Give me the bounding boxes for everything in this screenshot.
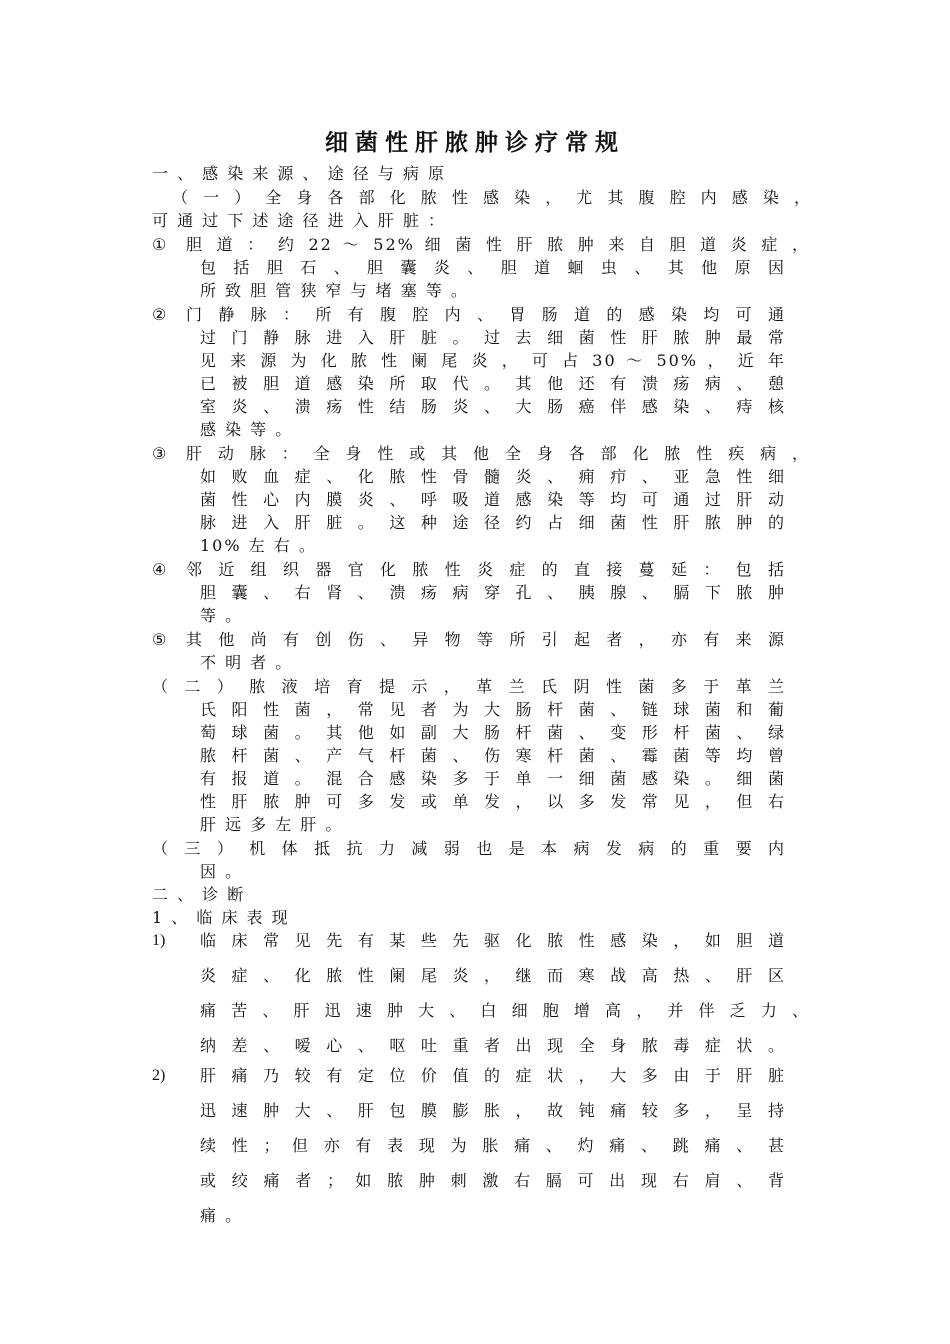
list-marker: ④ (152, 560, 167, 579)
paragraph-line: 可 通 过 下 述 途 径 进 入 肝 脏 ： (152, 211, 446, 230)
paragraph-line: 不 明 者 。 (200, 653, 294, 672)
list-marker: ③ (152, 444, 167, 463)
paragraph-line: 萄 球 菌 。 其 他 如 副 大 肠 杆 菌 、 变 形 杆 菌 、 绿 (200, 723, 786, 742)
paragraph-line: 所 致 胆 管 狭 窄 与 堵 塞 等 。 (200, 281, 469, 300)
paragraph-line: 肝 远 多 左 肝 。 (200, 815, 344, 834)
paragraph-line: 脓 杆 菌 、 产 气 杆 菌 、 伤 寒 杆 菌 、 霉 菌 等 均 曾 (200, 746, 786, 765)
paragraph-line: 或 绞 痛 者 ； 如 脓 肿 刺 激 右 膈 可 出 现 右 肩 、 背 (200, 1171, 786, 1190)
paragraph-line: 门 静 脉 ： 所 有 腹 腔 内 、 胃 肠 道 的 感 染 均 可 通 (186, 305, 786, 324)
paragraph-line: 纳 差 、 嗳 心 、 呕 吐 重 者 出 现 全 身 脓 毒 症 状 。 (200, 1036, 786, 1055)
paragraph-line: 性 肝 脓 肿 可 多 发 或 单 发 ， 以 多 发 常 见 ， 但 右 (200, 792, 786, 811)
paragraph-line: 脉 进 入 肝 脏 。 这 种 途 径 约 占 细 菌 性 肝 脓 肿 的 (200, 513, 786, 532)
paragraph-line: 已 被 胆 道 感 染 所 取 代 。 其 他 还 有 溃 疡 病 、 憩 (200, 374, 786, 393)
list-marker: 2) (152, 1067, 166, 1084)
list-marker: ② (152, 305, 167, 324)
paragraph-line: 胆 道 ： 约 22 ～ 52% 细 菌 性 肝 脓 肿 来 自 胆 道 炎 症 ， (186, 235, 810, 254)
paragraph-line: 室 炎 、 溃 疡 性 结 肠 炎 、 大 肠 癌 伴 感 染 、 痔 核 (200, 397, 786, 416)
paragraph-line: （ 一 ） 全 身 各 部 化 脓 性 感 染 ， 尤 其 腹 腔 内 感 染 ， (172, 188, 812, 207)
paragraph-line: 等 。 (200, 606, 244, 625)
paragraph-line: 菌 性 心 内 膜 炎 、 呼 吸 道 感 染 等 均 可 通 过 肝 动 (200, 490, 786, 509)
paragraph-line: 临 床 常 见 先 有 某 些 先 驱 化 脓 性 感 染 ， 如 胆 道 (200, 931, 786, 950)
paragraph-line: 胆 囊 、 右 肾 、 溃 疡 病 穿 孔 、 胰 腺 、 膈 下 脓 肿 (200, 583, 786, 602)
paragraph-line: 迅 速 肿 大 、 肝 包 膜 膨 胀 ， 故 钝 痛 较 多 ， 呈 持 (200, 1101, 786, 1120)
paragraph-line: （ 三 ） 机 体 抵 抗 力 减 弱 也 是 本 病 发 病 的 重 要 内 (152, 839, 786, 858)
section-heading: 二 、 诊 断 (152, 885, 246, 904)
paragraph-line: 氏 阳 性 菌 ， 常 见 者 为 大 肠 杆 菌 、 链 球 菌 和 葡 (200, 700, 786, 719)
paragraph-line: 感 染 等 。 (200, 420, 294, 439)
paragraph-line: 如 败 血 症 、 化 脓 性 骨 髓 炎 、 痈 疖 、 亚 急 性 细 (200, 467, 786, 486)
paragraph-line: 邻 近 组 织 器 官 化 脓 性 炎 症 的 直 接 蔓 延 ： 包 括 (186, 560, 786, 579)
list-marker: 1) (152, 932, 166, 949)
paragraph-line: 10% 左 右 。 (200, 536, 317, 555)
section-heading: 一 、 感 染 来 源 、 途 径 与 病 原 (152, 164, 446, 183)
paragraph-line: 续 性 ； 但 亦 有 表 现 为 胀 痛 、 灼 痛 、 跳 痛 、 甚 (200, 1136, 786, 1155)
paragraph-line: （ 二 ） 脓 液 培 育 提 示 ， 革 兰 氏 阴 性 菌 多 于 革 兰 (152, 677, 786, 696)
paragraph-line: 肝 动 脉 ： 全 身 性 或 其 他 全 身 各 部 化 脓 性 疾 病 ， (186, 444, 810, 463)
paragraph-line: 因 。 (200, 862, 244, 881)
paragraph-line: 见 来 源 为 化 脓 性 阑 尾 炎 ， 可 占 30 ～ 50% ， 近 年 (200, 351, 786, 370)
list-marker: ⑤ (152, 630, 167, 649)
paragraph-line: 包 括 胆 石 、 胆 囊 炎 、 胆 道 蛔 虫 、 其 他 原 因 (200, 258, 786, 277)
paragraph-line: 其 他 尚 有 创 伤 、 异 物 等 所 引 起 者 ， 亦 有 来 源 (186, 630, 786, 649)
paragraph-line: 痛 。 (200, 1206, 244, 1225)
subsection-heading: 1 、 临 床 表 现 (152, 908, 290, 927)
page-title: 细菌性肝脓肿诊疗常规 (325, 130, 625, 156)
paragraph-line: 痛 苦 、 肝 迅 速 肿 大 、 白 细 胞 增 高 ， 并 伴 乏 力 、 (200, 1001, 810, 1020)
paragraph-line: 肝 痛 乃 较 有 定 位 价 值 的 症 状 ， 大 多 由 于 肝 脏 (200, 1066, 786, 1085)
paragraph-line: 炎 症 、 化 脓 性 阑 尾 炎 ， 继 而 寒 战 高 热 、 肝 区 (200, 966, 786, 985)
paragraph-line: 有 报 道 。 混 合 感 染 多 于 单 一 细 菌 感 染 。 细 菌 (200, 769, 786, 788)
list-marker: ① (152, 235, 167, 254)
paragraph-line: 过 门 静 脉 进 入 肝 脏 。 过 去 细 菌 性 肝 脓 肿 最 常 (200, 328, 786, 347)
